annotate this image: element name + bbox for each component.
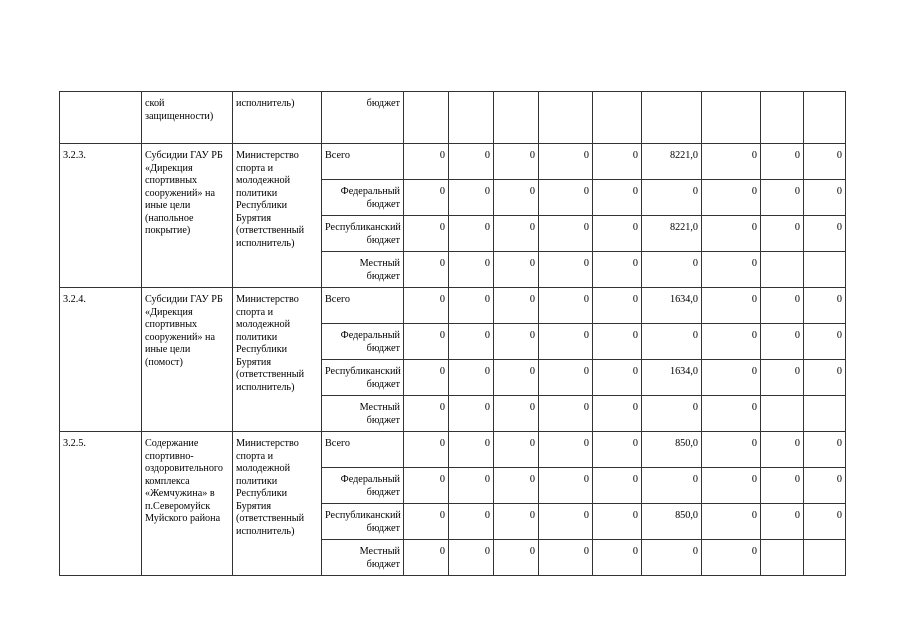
amount-cell: 0: [449, 324, 494, 360]
amount-cell: 0: [761, 468, 804, 504]
amount-cell: 0: [404, 252, 449, 288]
amount-cell: 0: [593, 432, 642, 468]
amount-cell: 0: [494, 360, 539, 396]
amount-cell: 1634,0: [642, 360, 702, 396]
budget-source: бюджет: [322, 92, 404, 144]
amount-cell: 0: [494, 216, 539, 252]
budget-source: Федеральный бюджет: [322, 324, 404, 360]
amount-cell: [593, 92, 642, 144]
amount-cell: 0: [494, 396, 539, 432]
amount-cell: 0: [804, 360, 846, 396]
amount-cell: 0: [449, 504, 494, 540]
amount-cell: 0: [539, 504, 593, 540]
amount-cell: 0: [702, 540, 761, 576]
amount-cell: 0: [642, 396, 702, 432]
budget-source: Всего: [322, 144, 404, 180]
amount-cell: 850,0: [642, 504, 702, 540]
measure-name: Субсидии ГАУ РБ «Дирекция спортивных сооружений» на иные цели (помост): [142, 288, 233, 432]
amount-cell: 0: [761, 360, 804, 396]
amount-cell: 0: [404, 540, 449, 576]
budget-table: [59, 91, 846, 576]
amount-cell: 0: [404, 180, 449, 216]
amount-cell: 0: [702, 144, 761, 180]
amount-cell: 0: [494, 252, 539, 288]
amount-cell: 0: [702, 360, 761, 396]
amount-cell: 0: [593, 396, 642, 432]
budget-table-body: [60, 92, 846, 576]
amount-cell: 0: [702, 288, 761, 324]
amount-cell: 0: [494, 180, 539, 216]
amount-cell: 0: [593, 360, 642, 396]
amount-cell: 0: [804, 288, 846, 324]
budget-source: Республиканский бюджет: [322, 216, 404, 252]
executor: Министерство спорта и молодежной политики Республики Бурятия (ответственный исполнитель): [233, 144, 322, 288]
budget-source: Всего: [322, 288, 404, 324]
amount-cell: [804, 396, 846, 432]
amount-cell: 0: [804, 180, 846, 216]
amount-cell: 0: [761, 432, 804, 468]
amount-cell: 0: [761, 180, 804, 216]
amount-cell: 0: [593, 180, 642, 216]
amount-cell: 0: [593, 144, 642, 180]
amount-cell: 0: [404, 288, 449, 324]
amount-cell: 0: [593, 324, 642, 360]
amount-cell: 0: [449, 360, 494, 396]
amount-cell: 0: [449, 216, 494, 252]
amount-cell: [449, 92, 494, 144]
budget-source: Федеральный бюджет: [322, 180, 404, 216]
amount-cell: [804, 92, 846, 144]
budget-source: Всего: [322, 432, 404, 468]
table-row: [60, 92, 846, 144]
row-number: [60, 92, 142, 144]
table-row: [60, 144, 846, 180]
amount-cell: 0: [702, 432, 761, 468]
table-row: [60, 288, 846, 324]
amount-cell: 0: [449, 144, 494, 180]
amount-cell: 0: [404, 360, 449, 396]
amount-cell: 0: [404, 468, 449, 504]
amount-cell: [804, 540, 846, 576]
amount-cell: 0: [702, 180, 761, 216]
amount-cell: 8221,0: [642, 216, 702, 252]
amount-cell: 0: [539, 144, 593, 180]
amount-cell: 0: [761, 504, 804, 540]
amount-cell: 0: [494, 540, 539, 576]
amount-cell: 0: [494, 144, 539, 180]
amount-cell: 0: [494, 504, 539, 540]
amount-cell: 8221,0: [642, 144, 702, 180]
amount-cell: 0: [804, 144, 846, 180]
amount-cell: [404, 92, 449, 144]
amount-cell: 0: [449, 540, 494, 576]
amount-cell: 0: [761, 288, 804, 324]
amount-cell: 0: [593, 216, 642, 252]
amount-cell: 0: [494, 324, 539, 360]
amount-cell: 0: [404, 216, 449, 252]
amount-cell: 0: [761, 144, 804, 180]
row-number: 3.2.4.: [60, 288, 142, 432]
amount-cell: 0: [702, 252, 761, 288]
amount-cell: 0: [642, 180, 702, 216]
amount-cell: [804, 252, 846, 288]
amount-cell: 850,0: [642, 432, 702, 468]
amount-cell: 1634,0: [642, 288, 702, 324]
amount-cell: 0: [539, 468, 593, 504]
amount-cell: 0: [539, 396, 593, 432]
amount-cell: 0: [539, 540, 593, 576]
amount-cell: 0: [449, 252, 494, 288]
amount-cell: 0: [804, 504, 846, 540]
amount-cell: 0: [804, 468, 846, 504]
budget-source: Местный бюджет: [322, 252, 404, 288]
amount-cell: 0: [642, 252, 702, 288]
budget-source: Местный бюджет: [322, 540, 404, 576]
amount-cell: 0: [593, 540, 642, 576]
amount-cell: 0: [404, 396, 449, 432]
amount-cell: 0: [449, 180, 494, 216]
amount-cell: 0: [804, 432, 846, 468]
measure-name: Содержание спортивно-оздоровительного комплекса «Жемчужина» в п.Северомуйск Муйского района: [142, 432, 233, 576]
amount-cell: [761, 396, 804, 432]
row-number: 3.2.5.: [60, 432, 142, 576]
amount-cell: 0: [642, 468, 702, 504]
amount-cell: 0: [494, 288, 539, 324]
amount-cell: [702, 92, 761, 144]
amount-cell: 0: [404, 432, 449, 468]
amount-cell: 0: [804, 324, 846, 360]
amount-cell: 0: [494, 468, 539, 504]
measure-name: Субсидии ГАУ РБ «Дирекция спортивных сооружений» на иные цели (напольное покрытие): [142, 144, 233, 288]
amount-cell: 0: [702, 216, 761, 252]
amount-cell: 0: [761, 324, 804, 360]
amount-cell: 0: [642, 540, 702, 576]
amount-cell: 0: [404, 504, 449, 540]
amount-cell: [761, 540, 804, 576]
amount-cell: 0: [449, 468, 494, 504]
executor: Министерство спорта и молодежной политики Республики Бурятия (ответственный исполнитель): [233, 288, 322, 432]
amount-cell: 0: [702, 396, 761, 432]
amount-cell: 0: [494, 432, 539, 468]
amount-cell: 0: [539, 360, 593, 396]
amount-cell: 0: [593, 288, 642, 324]
amount-cell: 0: [702, 324, 761, 360]
amount-cell: 0: [702, 468, 761, 504]
budget-source: Республиканский бюджет: [322, 360, 404, 396]
budget-source: Республиканский бюджет: [322, 504, 404, 540]
amount-cell: 0: [593, 468, 642, 504]
amount-cell: 0: [593, 252, 642, 288]
amount-cell: 0: [404, 144, 449, 180]
amount-cell: 0: [593, 504, 642, 540]
amount-cell: [642, 92, 702, 144]
budget-source: Местный бюджет: [322, 396, 404, 432]
amount-cell: 0: [539, 252, 593, 288]
table-row: [60, 432, 846, 468]
amount-cell: 0: [449, 432, 494, 468]
amount-cell: [761, 252, 804, 288]
amount-cell: [494, 92, 539, 144]
amount-cell: 0: [804, 216, 846, 252]
amount-cell: 0: [539, 288, 593, 324]
amount-cell: 0: [642, 324, 702, 360]
amount-cell: 0: [449, 288, 494, 324]
amount-cell: 0: [539, 324, 593, 360]
amount-cell: [761, 92, 804, 144]
amount-cell: 0: [761, 216, 804, 252]
amount-cell: [539, 92, 593, 144]
amount-cell: 0: [539, 180, 593, 216]
measure-name: ской защищенности): [142, 92, 233, 144]
amount-cell: 0: [702, 504, 761, 540]
amount-cell: 0: [404, 324, 449, 360]
executor: исполнитель): [233, 92, 322, 144]
row-number: 3.2.3.: [60, 144, 142, 288]
executor: Министерство спорта и молодежной политики Республики Бурятия (ответственный исполнитель): [233, 432, 322, 576]
amount-cell: 0: [539, 216, 593, 252]
amount-cell: 0: [539, 432, 593, 468]
budget-source: Федеральный бюджет: [322, 468, 404, 504]
amount-cell: 0: [449, 396, 494, 432]
